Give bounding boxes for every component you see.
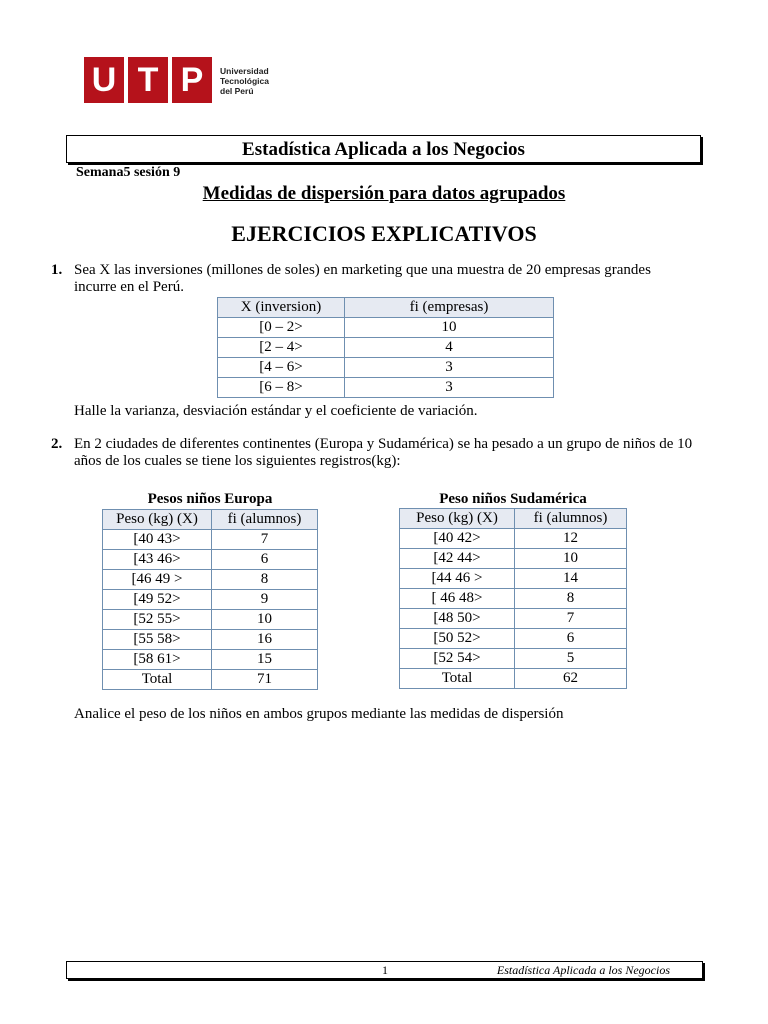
table-cell: 12 bbox=[515, 529, 627, 549]
table-cell: 6 bbox=[515, 629, 627, 649]
table-cell: 8 bbox=[515, 589, 627, 609]
table-cell: [6 – 8> bbox=[218, 378, 345, 398]
table-cell: 14 bbox=[515, 569, 627, 589]
table-cell: 15 bbox=[212, 650, 318, 670]
table-cell: [55 58> bbox=[103, 630, 212, 650]
logo-letter-p: P bbox=[172, 57, 212, 103]
subtitle: Medidas de dispersión para datos agrupados bbox=[202, 183, 566, 204]
table-row bbox=[103, 570, 318, 590]
sudamerica-table-title: Peso niños Sudamérica bbox=[439, 491, 587, 507]
table-cell: [ 46 48> bbox=[400, 589, 515, 609]
table-cell: 6 bbox=[212, 550, 318, 570]
table-cell: Total bbox=[103, 670, 212, 690]
table-cell: 16 bbox=[212, 630, 318, 650]
table-row bbox=[218, 338, 554, 358]
table-row bbox=[400, 649, 627, 669]
table-row bbox=[218, 358, 554, 378]
table-row bbox=[400, 549, 627, 569]
table-cell: [49 52> bbox=[103, 590, 212, 610]
table-cell: 7 bbox=[212, 530, 318, 550]
table-cell: [58 61> bbox=[103, 650, 212, 670]
table-cell: 3 bbox=[345, 378, 554, 398]
table-cell: [44 46 > bbox=[400, 569, 515, 589]
column-header: fi (alumnos) bbox=[212, 510, 318, 530]
page-number: 1 bbox=[382, 963, 388, 977]
table-cell: [42 44> bbox=[400, 549, 515, 569]
table-cell: 8 bbox=[212, 570, 318, 590]
table-cell: [50 52> bbox=[400, 629, 515, 649]
course-title: Estadística Aplicada a los Negocios bbox=[66, 135, 701, 163]
table-cell: 5 bbox=[515, 649, 627, 669]
table-cell: 9 bbox=[212, 590, 318, 610]
question-2-number: 2. bbox=[51, 436, 63, 452]
session-label: Semana5 sesión 9 bbox=[76, 165, 181, 180]
table-row bbox=[400, 669, 627, 689]
question-1-text: Sea X las inversiones (millones de soles) en marketing que una muestra de 20 empresas grandes incurre en el Perú. bbox=[74, 262, 651, 295]
table-cell: [52 55> bbox=[103, 610, 212, 630]
logo-text-line: Universidad bbox=[220, 66, 269, 76]
table-row bbox=[400, 609, 627, 629]
page-footer bbox=[66, 961, 703, 979]
table-cell: Total bbox=[400, 669, 515, 689]
question-2-text: En 2 ciudades de diferentes continentes (Europa y Sudamérica) se ha pesado a un grupo de niños de 10 años de los cuales se tiene los siguientes registros(kg): bbox=[74, 436, 693, 469]
table-cell: [43 46> bbox=[103, 550, 212, 570]
table-cell: 10 bbox=[345, 318, 554, 338]
logo-letter-t: T bbox=[128, 57, 168, 103]
question-1-instruction: Halle la varianza, desviación estándar y el coeficiente de variación. bbox=[74, 403, 478, 419]
question-2-instruction: Analice el peso de los niños en ambos grupos mediante las medidas de dispersión bbox=[74, 706, 564, 722]
table-cell: 71 bbox=[212, 670, 318, 690]
table-cell: [52 54> bbox=[400, 649, 515, 669]
column-header: fi (alumnos) bbox=[515, 509, 627, 529]
logo-letter-u: U bbox=[84, 57, 124, 103]
table-row bbox=[103, 590, 318, 610]
column-header: fi (empresas) bbox=[345, 298, 554, 318]
footer-title: Estadística Aplicada a los Negocios bbox=[496, 963, 670, 977]
table-row bbox=[103, 650, 318, 670]
logo-text bbox=[220, 66, 290, 96]
investment-table bbox=[217, 297, 554, 398]
table-cell: 3 bbox=[345, 358, 554, 378]
table-cell: [40 43> bbox=[103, 530, 212, 550]
table-cell: 7 bbox=[515, 609, 627, 629]
table-cell: [2 – 4> bbox=[218, 338, 345, 358]
table-row bbox=[400, 569, 627, 589]
column-header: Peso (kg) (X) bbox=[103, 510, 212, 530]
table-row bbox=[103, 630, 318, 650]
table-row bbox=[218, 378, 554, 398]
table-cell: 62 bbox=[515, 669, 627, 689]
table-row bbox=[400, 529, 627, 549]
section-heading: EJERCICIOS EXPLICATIVOS bbox=[231, 221, 537, 246]
table-cell: [0 – 2> bbox=[218, 318, 345, 338]
table-cell: [4 – 6> bbox=[218, 358, 345, 378]
sudamerica-table bbox=[399, 508, 627, 689]
table-cell: 10 bbox=[515, 549, 627, 569]
europe-table bbox=[102, 509, 318, 690]
europe-table-title: Pesos niños Europa bbox=[147, 491, 273, 507]
logo-text-line: del Perú bbox=[220, 86, 254, 96]
table-cell: [40 42> bbox=[400, 529, 515, 549]
table-cell: 10 bbox=[212, 610, 318, 630]
table-row bbox=[103, 610, 318, 630]
table-row bbox=[103, 530, 318, 550]
table-cell: [48 50> bbox=[400, 609, 515, 629]
question-1-number: 1. bbox=[51, 262, 63, 278]
table-cell: 4 bbox=[345, 338, 554, 358]
logo-text-line: Tecnológica bbox=[220, 76, 269, 86]
table-row bbox=[400, 629, 627, 649]
table-row bbox=[103, 670, 318, 690]
column-header: X (inversion) bbox=[218, 298, 345, 318]
column-header: Peso (kg) (X) bbox=[400, 509, 515, 529]
utp-logo bbox=[84, 57, 284, 105]
table-row bbox=[218, 318, 554, 338]
table-row bbox=[103, 550, 318, 570]
table-row bbox=[400, 589, 627, 609]
table-cell: [46 49 > bbox=[103, 570, 212, 590]
